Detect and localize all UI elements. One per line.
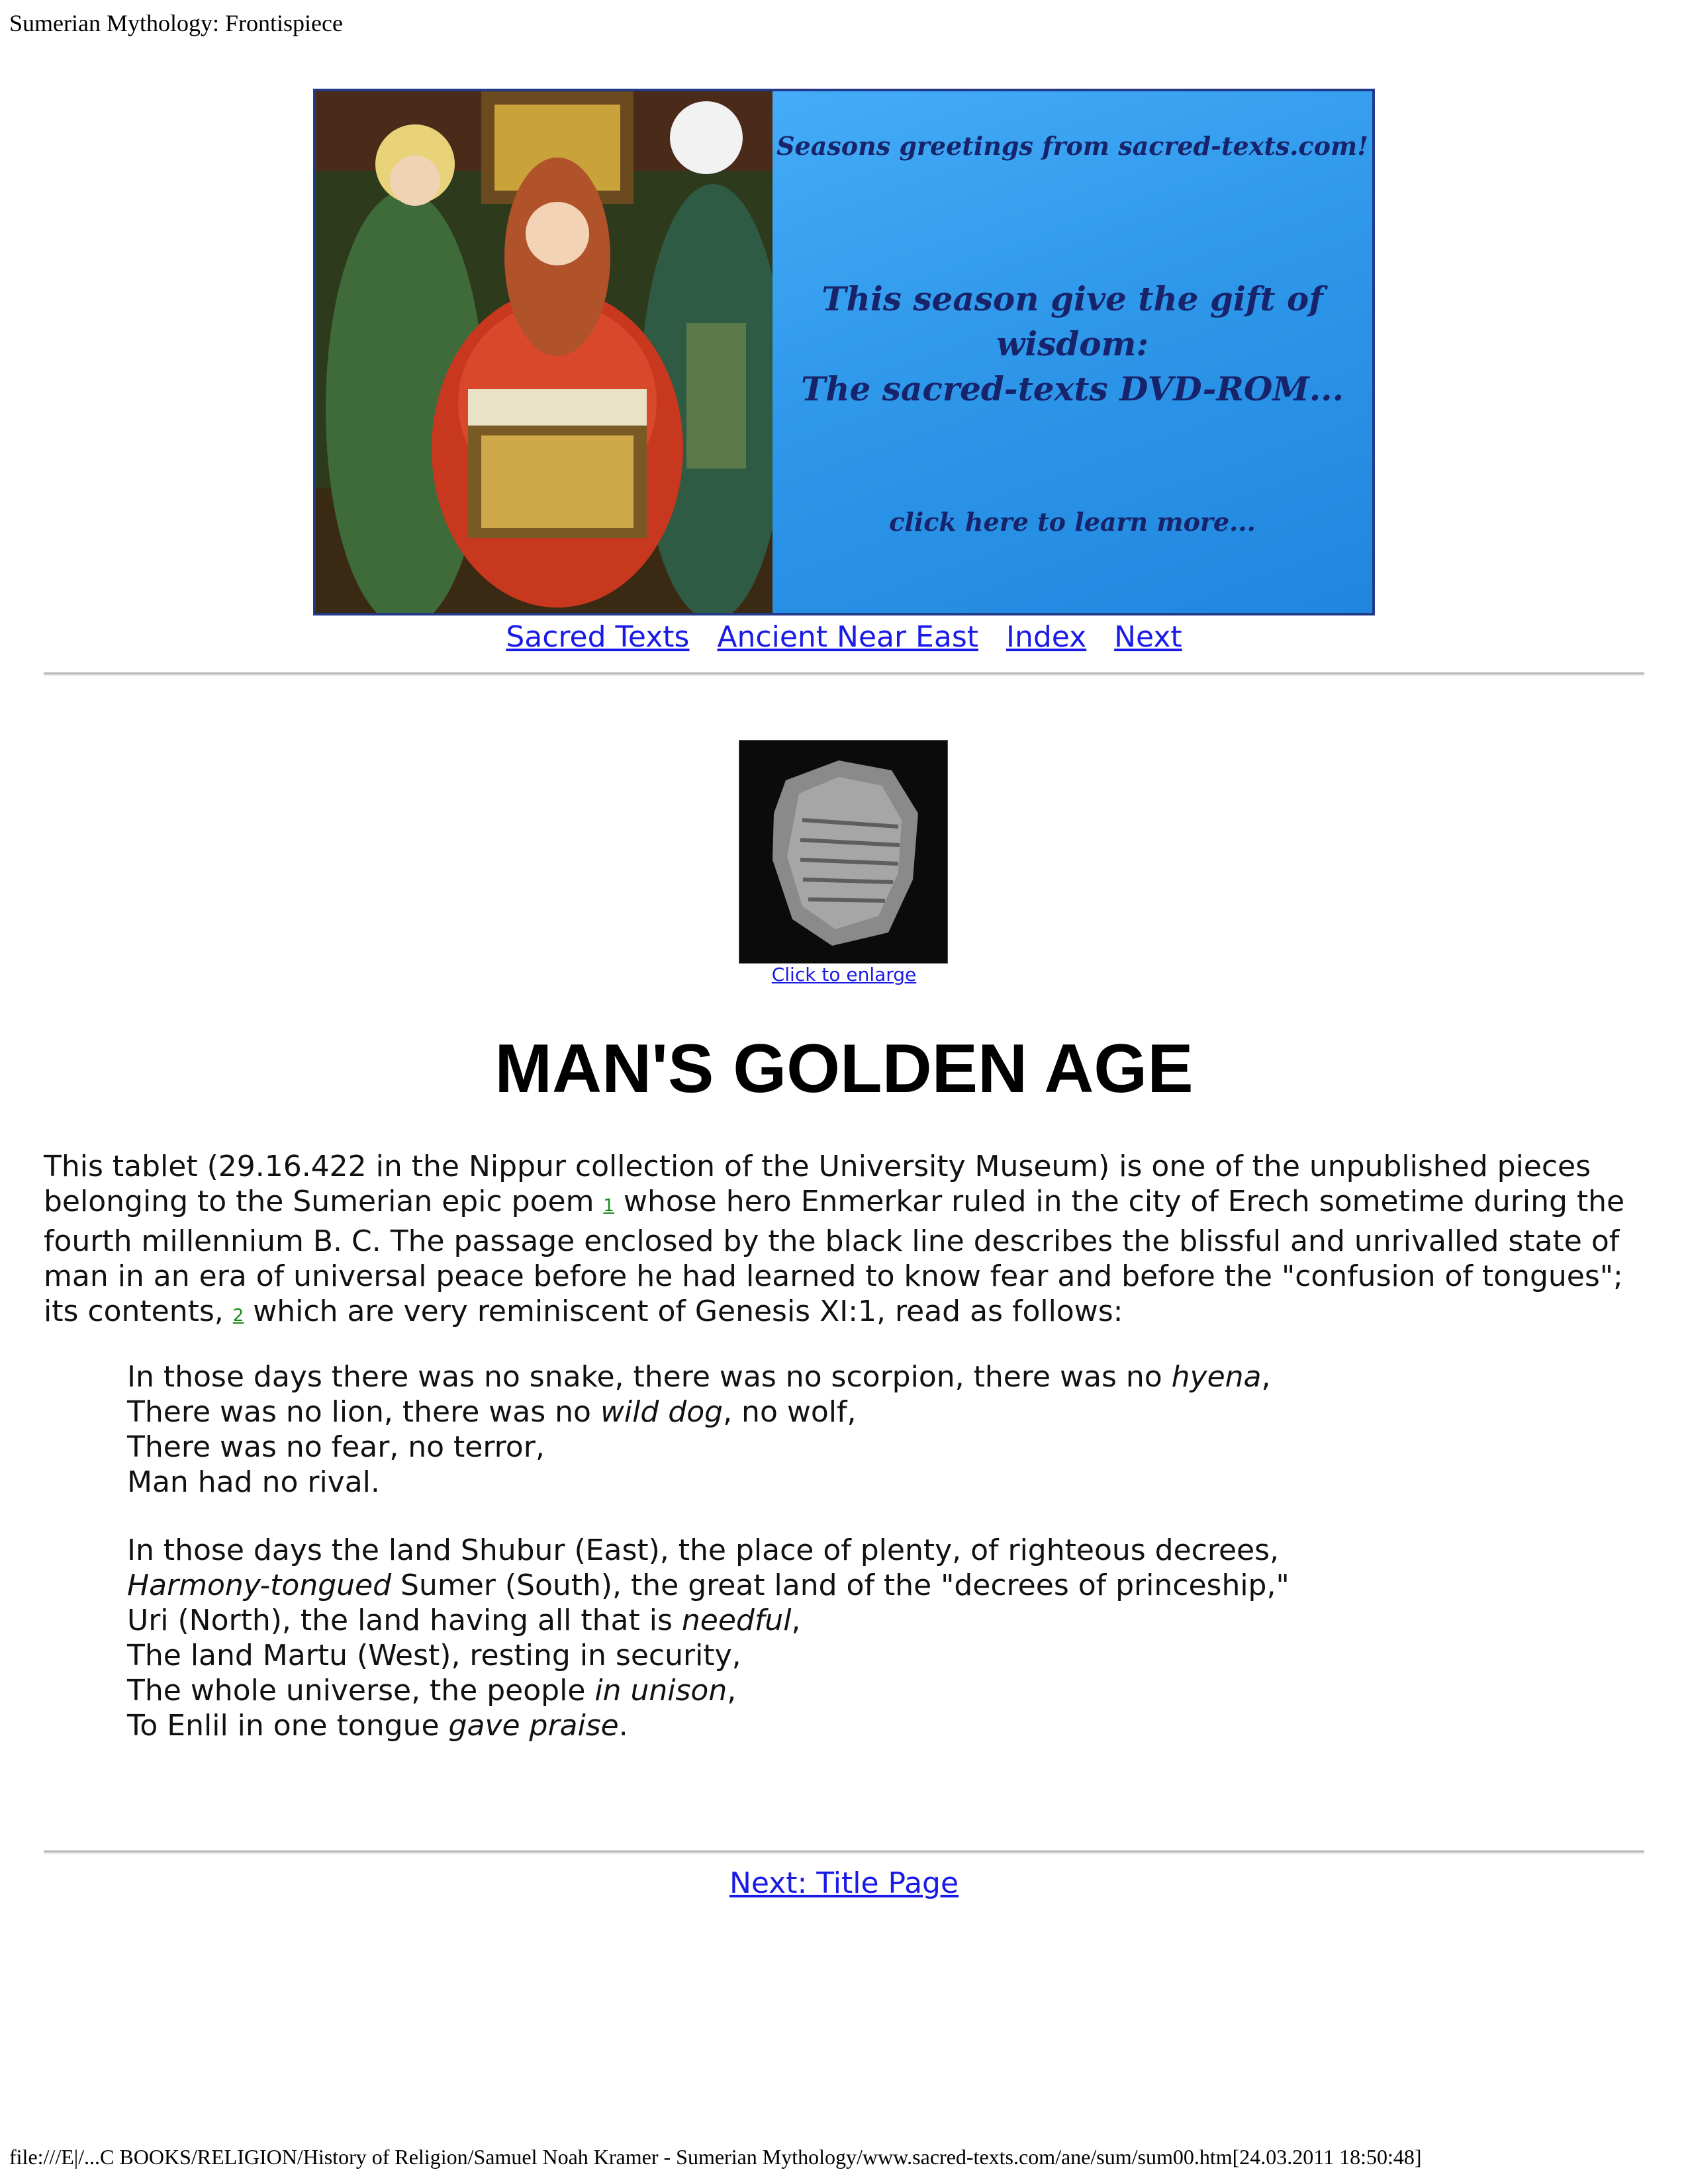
enlarge-caption [0,964,1688,985]
poem-text: To Enlil in one tongue [127,1709,449,1743]
intro-paragraph [44,1149,1652,1334]
poem-line [127,1359,1650,1394]
poem-line [127,1394,1650,1430]
poem-text: Sumer (South), the great land of the "decrees of princeship," [391,1569,1289,1602]
page-title: MAN'S GOLDEN AGE [494,1030,1194,1107]
poem-emphasis: needful [681,1604,792,1637]
nav-link-sacred-texts[interactable]: Sacred Texts [506,620,690,654]
intro-text-2: whose hero Enmerkar ruled in the city of Erech sometime during the fourth millennium B. C. The passage enclosed by the black line describes the blissful and unrivalled state of man in an era of universal peace before he had learned to know fear and before the "confusion of tongues"; its contents, [44,1185,1625,1328]
divider-top [44,672,1644,676]
dvd-promo-banner[interactable] [313,89,1375,615]
poem-emphasis: in unison [594,1674,727,1707]
intro-text-1: This tablet (29.16.422 in the Nippur collection of the University Museum) is one of the unpublished pieces belonging to the Sumerian epic poem [44,1150,1591,1218]
print-footer: file:///E|/...C BOOKS/RELIGION/History of Religion/Samuel Noah Kramer - Sumerian Mythology/www.sacred-texts.com/ane/sum/sum00.htm[24.03.2011 18:50:48] [9,2145,1422,2169]
poem-emphasis: gave praise [448,1709,619,1743]
poem-emphasis: hyena [1171,1360,1262,1394]
poem-line: The land Martu (West), resting in security, [127,1639,741,1672]
poem-text: , [1261,1360,1271,1394]
poem-line: Man had no rival. [127,1465,380,1499]
poem-emphasis: wild dog [600,1395,724,1429]
poem-text: , [791,1604,801,1637]
poem-stanza-1 [127,1359,1650,1500]
footnote-link-1[interactable]: 1 [603,1196,614,1216]
poem-line: In those days the land Shubur (East), the place of plenty, of righteous decrees, [127,1533,1280,1567]
banner-offer [773,277,1372,412]
nav-link-next[interactable]: Next [1114,620,1182,654]
nav-link-index[interactable]: Index [1006,620,1087,654]
banner-offer-line-1: This season give the gift of wisdom: [821,279,1323,363]
divider-bottom [44,1850,1644,1854]
poem-text: There was no lion, there was no [127,1395,600,1429]
banner-offer-line-2: The sacred-texts DVD-ROM... [801,369,1344,408]
nav-link-ancient-near-east[interactable]: Ancient Near East [717,620,978,654]
poem-text: In those days there was no snake, there was no scorpion, there was no [127,1360,1172,1394]
painting-illustration [316,91,773,613]
poem-line [127,1708,1650,1743]
poem-text: Uri (North), the land having all that is [127,1604,682,1637]
click-to-enlarge-link[interactable]: Click to enlarge [771,964,917,985]
poem-emphasis: Harmony-tongued [127,1569,392,1602]
footnote-link-2[interactable]: 2 [232,1306,244,1326]
poem-stanza-2 [127,1533,1650,1743]
bottom-nav [0,1866,1688,1900]
poem-text: The whole universe, the people [127,1674,595,1707]
top-nav [0,615,1688,659]
tablet-thumbnail[interactable] [739,740,948,964]
poem-text: , [727,1674,737,1707]
intro-text-3: which are very reminiscent of Genesis XI:1, read as follows: [244,1295,1123,1328]
poem-text: , no wolf, [723,1395,857,1429]
poem-line: There was no fear, no terror, [127,1430,545,1464]
poem-line [127,1603,1650,1638]
poem-line [127,1673,1650,1708]
print-header: Sumerian Mythology: Frontispiece [9,10,343,36]
next-title-page-link[interactable]: Next: Title Page [729,1866,959,1900]
poem-text: . [618,1709,628,1743]
poem-line [127,1568,1650,1603]
banner-greeting: Seasons greetings from sacred-texts.com! [776,131,1368,161]
banner-learn-more[interactable]: click here to learn more... [889,507,1256,537]
